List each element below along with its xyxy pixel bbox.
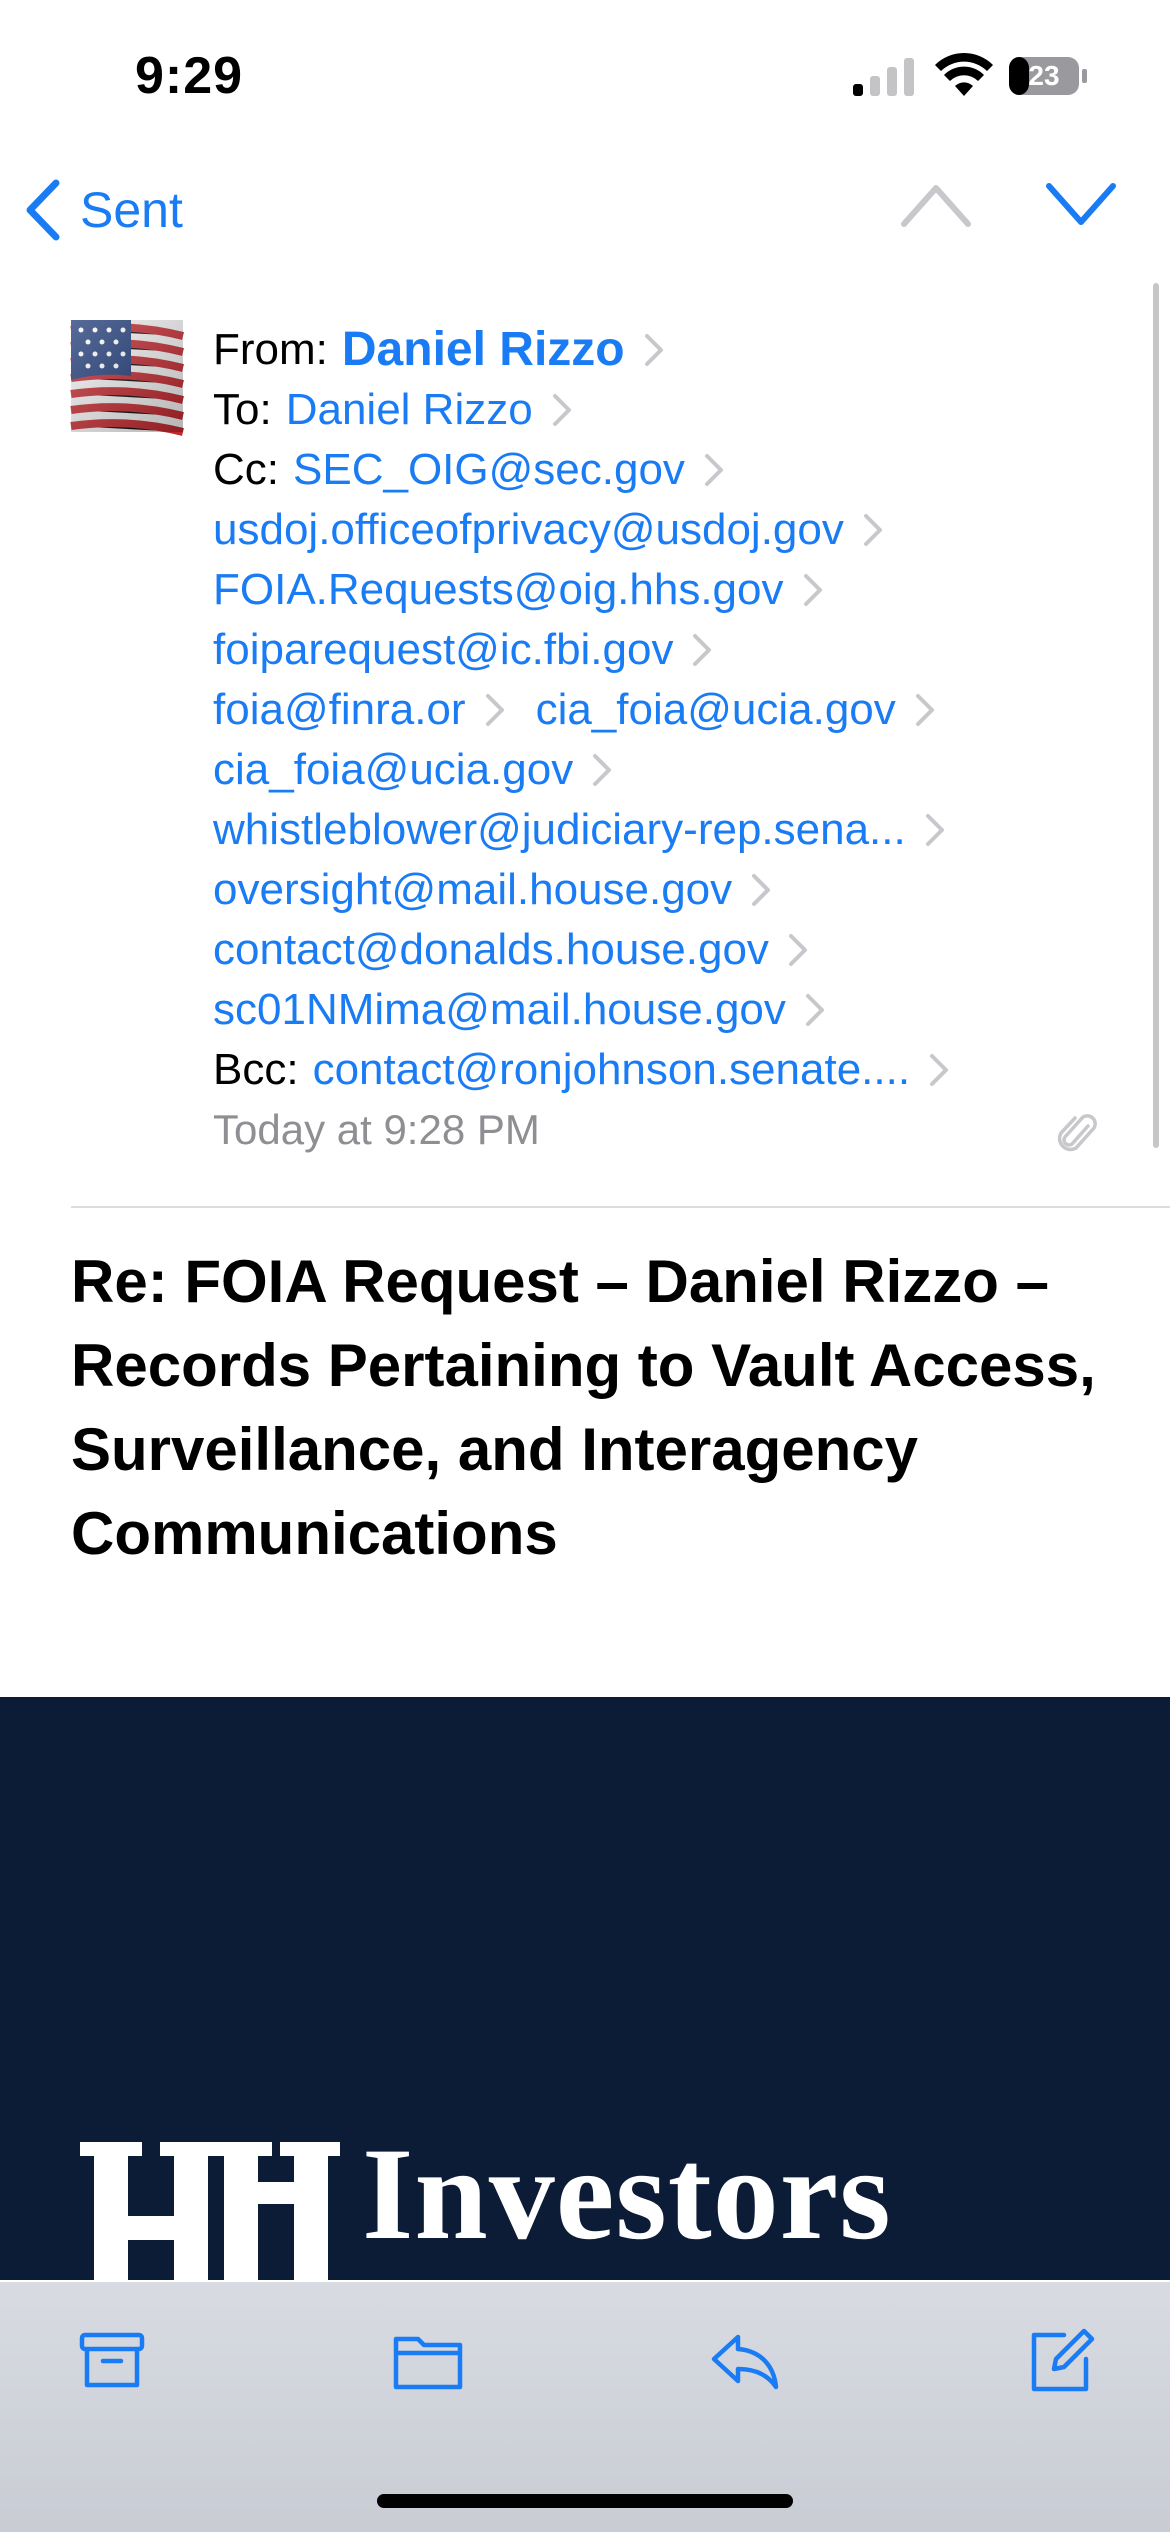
next-message-button[interactable] bbox=[1045, 180, 1117, 230]
cc-recipient[interactable]: oversight@mail.house.gov bbox=[213, 865, 733, 914]
chevron-left-icon bbox=[22, 179, 62, 241]
cc-recipient[interactable]: FOIA.Requests@oig.hhs.gov bbox=[213, 565, 784, 614]
to-recipient[interactable]: Daniel Rizzo bbox=[285, 385, 533, 434]
cc-recipient[interactable]: usdoj.officeofprivacy@usdoj.gov bbox=[213, 505, 844, 554]
cc-row bbox=[213, 440, 1113, 500]
us-flag-icon bbox=[71, 320, 183, 432]
cc-row bbox=[213, 500, 1113, 560]
cc-recipient[interactable]: sc01NMima@mail.house.gov bbox=[213, 985, 786, 1034]
chevron-right-icon bbox=[787, 933, 809, 967]
cc-recipient[interactable]: cia_foia@ucia.gov bbox=[213, 745, 574, 794]
chevron-right-icon bbox=[914, 693, 936, 727]
message-date: Today at 9:28 PM bbox=[213, 1106, 540, 1153]
chevron-right-icon bbox=[750, 873, 772, 907]
cc-row bbox=[213, 860, 1113, 920]
body-banner-image bbox=[0, 1697, 1170, 2280]
cc-label: Cc: bbox=[213, 445, 279, 494]
previous-message-button[interactable] bbox=[900, 180, 972, 230]
cc-row bbox=[213, 680, 1113, 740]
home-indicator[interactable] bbox=[377, 2494, 793, 2508]
cc-recipient[interactable]: SEC_OIG@sec.gov bbox=[293, 445, 685, 494]
message-subject: Re: FOIA Request – Daniel Rizzo – Records Pertaining to Vault Access, Surveillance, and Interagency Communications bbox=[71, 1248, 1096, 1567]
compose-icon[interactable] bbox=[1024, 2325, 1096, 2397]
cc-recipient[interactable]: cia_foia@ucia.gov bbox=[535, 685, 896, 734]
chevron-right-icon bbox=[591, 753, 613, 787]
sender-avatar[interactable] bbox=[71, 320, 183, 432]
back-button[interactable] bbox=[22, 170, 183, 250]
folder-icon[interactable] bbox=[392, 2325, 464, 2397]
bcc-recipient[interactable]: contact@ronjohnson.senate.... bbox=[312, 1045, 911, 1094]
status-bar bbox=[0, 0, 1170, 150]
battery-icon bbox=[1008, 56, 1088, 96]
from-label: From: bbox=[213, 325, 328, 374]
cc-row bbox=[213, 980, 1113, 1040]
cc-row bbox=[213, 620, 1113, 680]
chevron-right-icon bbox=[928, 1053, 950, 1087]
status-time: 9:29 bbox=[135, 47, 244, 105]
chevron-right-icon bbox=[484, 693, 506, 727]
chevron-right-icon bbox=[551, 393, 573, 427]
cc-row bbox=[213, 740, 1113, 800]
archive-icon[interactable] bbox=[76, 2325, 148, 2397]
cc-row bbox=[213, 920, 1113, 980]
from-row bbox=[213, 320, 1113, 380]
message-header bbox=[213, 320, 1113, 1160]
to-row bbox=[213, 380, 1113, 440]
chevron-right-icon bbox=[802, 573, 824, 607]
bcc-row bbox=[213, 1040, 1113, 1100]
attachment-icon bbox=[1058, 1110, 1098, 1156]
cc-row bbox=[213, 800, 1113, 860]
back-label: Sent bbox=[80, 182, 183, 238]
scroll-indicator[interactable] bbox=[1153, 283, 1159, 1148]
bcc-label: Bcc: bbox=[213, 1045, 299, 1094]
cc-row bbox=[213, 560, 1113, 620]
from-sender[interactable]: Daniel Rizzo bbox=[341, 323, 625, 376]
cc-recipient[interactable]: foia@finra.or bbox=[213, 685, 466, 734]
battery-level: 23 bbox=[1028, 60, 1060, 91]
chevron-right-icon bbox=[924, 813, 946, 847]
cellular-signal-icon bbox=[853, 58, 915, 96]
wifi-icon bbox=[935, 52, 993, 98]
to-label: To: bbox=[213, 385, 272, 434]
chevron-right-icon bbox=[804, 993, 826, 1027]
chevron-right-icon bbox=[691, 633, 713, 667]
cc-recipient[interactable]: foiparequest@ic.fbi.gov bbox=[213, 625, 674, 674]
chevron-right-icon bbox=[643, 333, 665, 367]
chevron-right-icon bbox=[862, 513, 884, 547]
logo-text: Investors bbox=[362, 2120, 892, 2267]
cc-recipient[interactable]: whistleblower@judiciary-rep.sena... bbox=[213, 805, 906, 854]
chevron-right-icon bbox=[703, 453, 725, 487]
reply-icon[interactable] bbox=[708, 2325, 780, 2397]
header-divider bbox=[71, 1206, 1170, 1208]
cc-recipient[interactable]: contact@donalds.house.gov bbox=[213, 925, 769, 974]
